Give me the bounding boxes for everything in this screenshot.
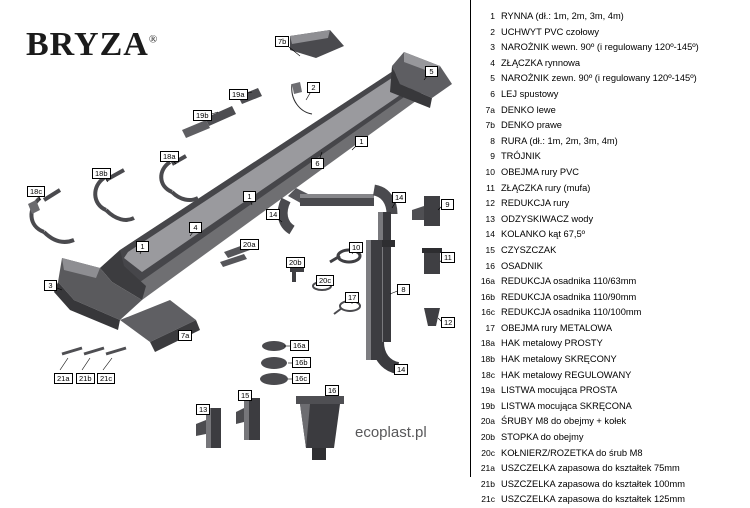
callout-label: 17 (348, 293, 357, 302)
legend-code: 19a (480, 385, 495, 396)
legend-item (475, 446, 746, 462)
legend-panel (470, 0, 750, 505)
legend-code: 2 (490, 26, 495, 37)
legend-label: OBEJMA rury PVC (501, 166, 580, 177)
legend-label: KOŁNIERZ/ROZETKA do śrub M8 (501, 447, 643, 458)
legend-label: HAK metalowy SKRĘCONY (501, 354, 617, 365)
callout-label: 10 (352, 243, 361, 252)
legend-code: 10 (485, 166, 495, 177)
legend-label: DENKO prawe (501, 120, 562, 131)
callout-label: 1 (140, 242, 145, 251)
pipe-clamps (330, 250, 360, 314)
callout-10 (349, 242, 363, 253)
legend-label: CZYSZCZAK (501, 244, 557, 255)
legend-label: ZŁĄCZKA rynnowa (501, 57, 581, 68)
legend-item (475, 477, 746, 493)
callout-label: 3 (48, 281, 53, 290)
callout-label: 21c (100, 374, 113, 383)
callout-21c (97, 373, 115, 384)
callout-15 (238, 390, 252, 401)
legend-code: 16a (480, 276, 495, 287)
callout-label: 20a (243, 240, 256, 249)
callout-20c (316, 275, 334, 286)
legend-item (475, 336, 746, 352)
callout-label: 20b (289, 258, 302, 267)
legend-item (475, 25, 746, 41)
callout-18a (160, 151, 179, 162)
legend-code: 21a (480, 463, 495, 474)
callout-label: 18c (30, 187, 43, 196)
callout-19b (193, 110, 212, 121)
callout-1-mid (243, 191, 256, 202)
callout-label: 9 (445, 200, 450, 209)
legend-label: USZCZELKA zapasowa do kształtek 125mm (501, 494, 685, 505)
legend-code: 17 (485, 322, 495, 333)
callout-label: 15 (241, 391, 250, 400)
legend-item (475, 212, 746, 228)
legend-label: TRÓJNIK (501, 151, 541, 162)
callout-label: 11 (444, 253, 452, 262)
legend-code: 11 (486, 182, 495, 193)
callout-6 (311, 158, 324, 169)
callout-7a (178, 330, 192, 341)
callout-19a (229, 89, 248, 100)
legend-code: 18a (480, 338, 495, 349)
legend-item (475, 40, 746, 56)
legend-code: 12 (485, 198, 495, 209)
legend-item (475, 118, 746, 134)
legend-code: 16c (481, 307, 495, 318)
legend-item (475, 9, 746, 25)
legend-label: DENKO lewe (501, 104, 556, 115)
brand-trademark: ® (148, 33, 159, 46)
legend-item (475, 259, 746, 275)
callout-20a (240, 239, 259, 250)
callout-label: 14 (269, 210, 278, 219)
callout-18b (92, 168, 111, 179)
callout-14-upper (392, 192, 406, 203)
callout-label: 16c (295, 374, 308, 383)
legend-label: REDUKCJA osadnika 110/100mm (501, 307, 642, 318)
legend-item (475, 87, 746, 103)
legend-label: LEJ spustowy (501, 88, 559, 99)
callout-14-lower (394, 364, 408, 375)
callout-label: 21a (57, 374, 70, 383)
legend-code: 4 (490, 57, 495, 68)
callout-label: 6 (315, 159, 320, 168)
legend-label: ŚRUBY M8 do obejmy + kołek (501, 416, 627, 427)
callout-label: 13 (199, 405, 208, 414)
legend-label: OSADNIK (501, 260, 543, 271)
legend-item (475, 430, 746, 446)
legend-item (475, 103, 746, 119)
callout-4 (189, 222, 202, 233)
callout-5 (425, 66, 438, 77)
legend-item (475, 134, 746, 150)
legend-item (475, 414, 746, 430)
callout-label: 14 (397, 365, 406, 374)
legend-code: 20c (481, 447, 495, 458)
sump-part (296, 396, 344, 460)
legend-code: 6 (490, 88, 495, 99)
legend-label: ODZYSKIWACZ wody (501, 213, 594, 224)
legend-label: LISTWA mocująca SKRĘCONA (501, 400, 632, 411)
callout-label: 7b (278, 37, 287, 46)
legend-label: OBEJMA rury METALOWA (501, 322, 613, 333)
callout-label: 16a (293, 341, 306, 350)
legend-item (475, 56, 746, 72)
gaskets (62, 348, 126, 354)
legend-code: 7b (485, 120, 495, 131)
callout-13 (196, 404, 210, 415)
legend-code: 16b (480, 291, 495, 302)
legend-label: ZŁĄCZKA rury (mufa) (501, 182, 591, 193)
callout-17 (345, 292, 359, 303)
legend-item (475, 290, 746, 306)
callout-label: 1 (247, 192, 252, 201)
legend-item (475, 461, 746, 477)
legend-code: 20a (480, 416, 495, 427)
fittings-column (412, 196, 442, 326)
legend-item (475, 274, 746, 290)
callout-label: 16 (328, 386, 337, 395)
callout-9 (441, 199, 454, 210)
legend-label: RYNNA (dł.: 1m, 2m, 3m, 4m) (501, 11, 624, 21)
callout-7b (275, 36, 289, 47)
callout-label: 12 (444, 318, 453, 327)
callout-16a (290, 340, 309, 351)
legend-item (475, 352, 746, 368)
legend-label: KOLANKO kąt 67,5º (501, 229, 586, 240)
downpipe-main (366, 240, 382, 360)
legend-label: USZCZELKA zapasowa do kształtek 75mm (501, 463, 680, 474)
legend-label: REDUKCJA osadnika 110/90mm (501, 291, 637, 302)
legend-item (475, 149, 746, 165)
callout-18c (27, 186, 45, 197)
legend-item (475, 181, 746, 197)
legend-code: 14 (485, 229, 495, 240)
legend-item (475, 383, 746, 399)
callout-21b (76, 373, 95, 384)
legend-label: STOPKA do obejmy (501, 432, 584, 443)
callout-11 (441, 252, 455, 263)
callout-label: 5 (429, 67, 434, 76)
callout-label: 19a (232, 90, 245, 99)
legend-item (475, 492, 746, 508)
callout-label: 18b (95, 169, 108, 178)
legend-code: 13 (485, 213, 495, 224)
legend-label: REDUKCJA rury (501, 198, 570, 209)
legend-code: 9 (490, 151, 495, 162)
legend-code: 21c (481, 494, 495, 505)
callout-1-upper (355, 136, 368, 147)
legend-item (475, 321, 746, 337)
legend-code: 7a (485, 104, 495, 115)
sump-reducers (260, 341, 288, 385)
cleanout-part (236, 398, 260, 440)
fasteners (220, 244, 331, 290)
callout-16 (325, 385, 339, 396)
site-watermark: ecoplast.pl (355, 424, 427, 441)
callout-label: 18a (163, 152, 176, 161)
callout-12 (441, 317, 455, 328)
legend-code: 19b (480, 400, 495, 411)
callout-label: 14 (395, 193, 404, 202)
legend-item (475, 165, 746, 181)
callout-label: 2 (311, 83, 316, 92)
legend-code: 5 (490, 73, 495, 84)
legend-code: 18c (481, 369, 495, 380)
legend-label: HAK metalowy REGULOWANY (501, 369, 632, 380)
legend-code: 8 (490, 135, 495, 146)
legend-label: USZCZELKA zapasowa do kształtek 100mm (501, 478, 685, 489)
legend-label: RURA (dł.: 1m, 2m, 3m, 4m) (501, 135, 618, 146)
legend-item (475, 71, 746, 87)
callout-2 (307, 82, 320, 93)
brand-name: BRYZA (26, 26, 149, 63)
legend-item (475, 227, 746, 243)
legend-item (475, 368, 746, 384)
callout-label: 20c (319, 276, 332, 285)
callout-label: 7a (181, 331, 190, 340)
end-cap-right (290, 30, 344, 58)
callout-label: 19b (196, 111, 209, 120)
callout-3 (44, 280, 57, 291)
callout-label: 21b (79, 374, 92, 383)
legend-item (475, 305, 746, 321)
callout-16c (292, 373, 310, 384)
legend-label: LISTWA mocująca PROSTA (501, 385, 618, 396)
legend-code: 18b (480, 354, 495, 365)
callout-label: 1 (359, 137, 364, 146)
legend-code: 16 (485, 260, 495, 271)
callout-14-left (266, 209, 280, 220)
legend-item (475, 243, 746, 259)
legend-label: NAROŻNIK wewn. 90º (i regulowany 120º-145º) (501, 42, 699, 53)
callout-label: 16b (295, 358, 308, 367)
legend-code: 1 (490, 11, 495, 21)
legend-code: 15 (485, 244, 495, 255)
callout-21a (54, 373, 73, 384)
callout-16b (292, 357, 311, 368)
legend-code: 20b (480, 432, 495, 443)
legend-code: 3 (490, 42, 495, 53)
legend-label: NAROŻNIK zewn. 90º (i regulowany 120º-145º) (501, 73, 697, 84)
legend-item (475, 399, 746, 415)
legend-item (475, 196, 746, 212)
legend-label: UCHWYT PVC czołowy (501, 26, 599, 37)
legend-label: HAK metalowy PROSTY (501, 338, 603, 349)
legend-code: 21b (480, 478, 495, 489)
callout-20b (286, 257, 305, 268)
callout-label: 4 (193, 223, 198, 232)
legend-label: REDUKCJA osadnika 110/63mm (501, 276, 637, 287)
callout-8 (397, 284, 410, 295)
callout-label: 8 (401, 285, 406, 294)
callout-1-lower (136, 241, 149, 252)
